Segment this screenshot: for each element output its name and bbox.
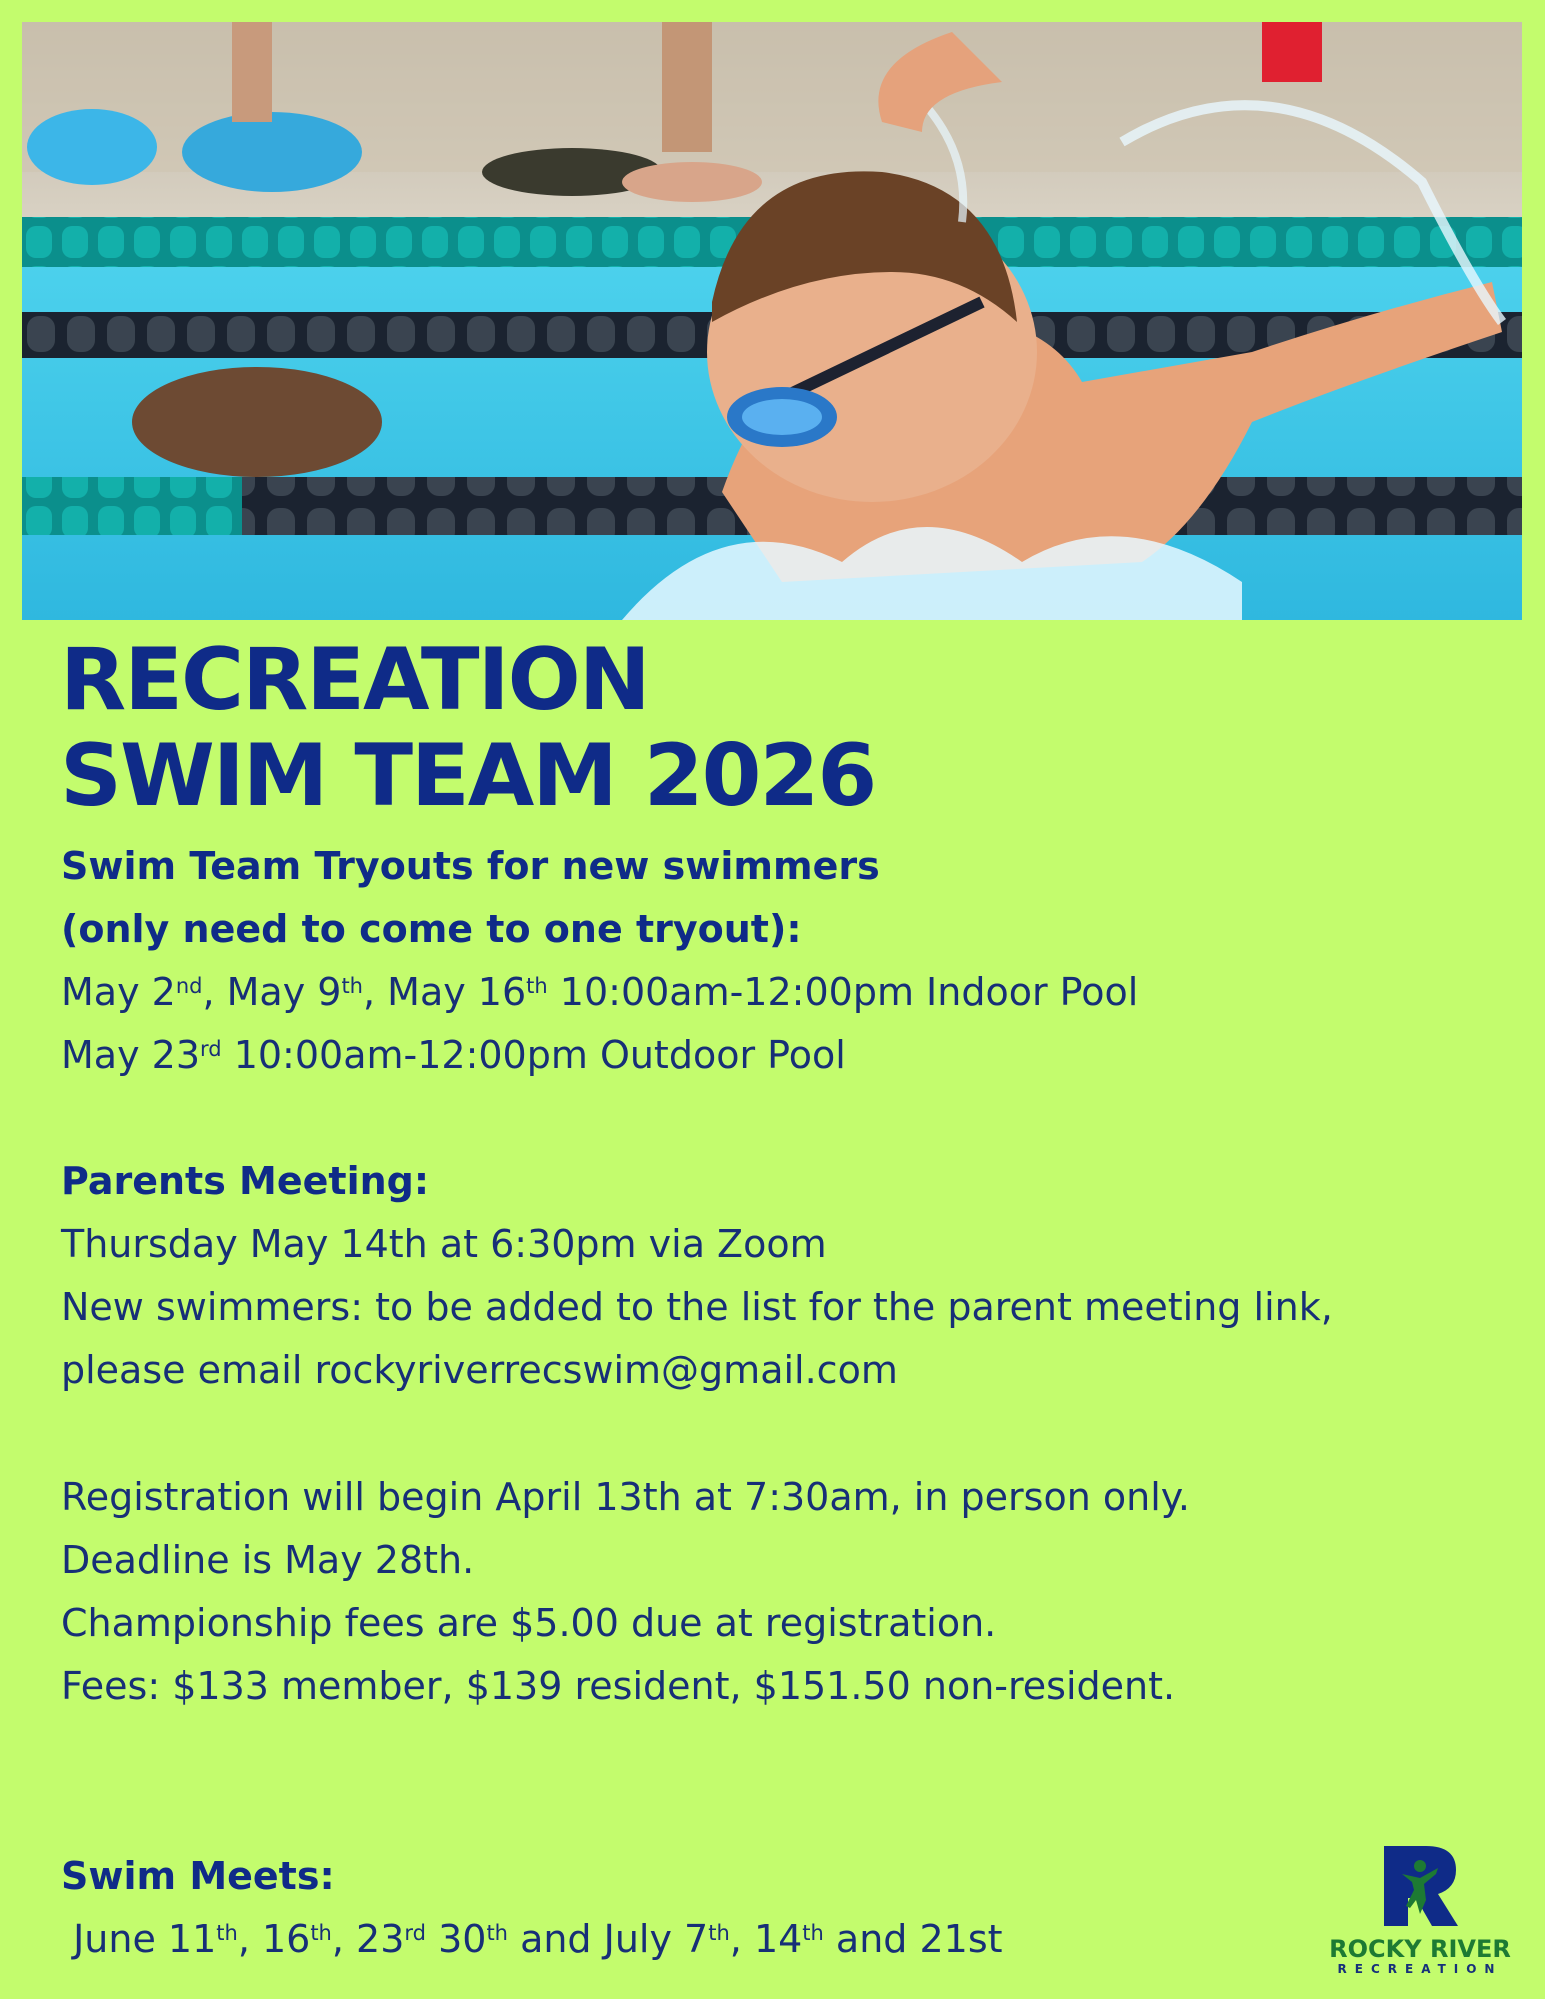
- text-span: May 23: [61, 1033, 200, 1077]
- parents-meeting-when: Thursday May 14th at 6:30pm via Zoom: [61, 1222, 827, 1266]
- page-title: [60, 632, 875, 824]
- text-span: , 23: [331, 1917, 405, 1961]
- tryouts-heading-1: Swim Team Tryouts for new swimmers: [61, 844, 880, 888]
- fees: Fees: $133 member, $139 resident, $151.50 non-resident.: [61, 1664, 1176, 1708]
- ordinal-suffix: rd: [200, 1037, 222, 1061]
- registration-deadline: Deadline is May 28th.: [61, 1538, 475, 1582]
- hero-photo-swimmer: [22, 22, 1522, 620]
- ordinal-suffix: th: [310, 1921, 332, 1945]
- text-span: , 16: [237, 1917, 311, 1961]
- ordinal-suffix: th: [216, 1921, 238, 1945]
- text-span: , 14: [729, 1917, 803, 1961]
- registration-start: Registration will begin April 13th at 7:30am, in person only.: [61, 1475, 1190, 1519]
- swim-meets-dates: [61, 1908, 1003, 1971]
- ordinal-suffix: rd: [404, 1921, 426, 1945]
- swim-meets-heading: Swim Meets:: [61, 1854, 335, 1898]
- text-span: and July 7: [507, 1917, 709, 1961]
- text-span: May 2: [61, 970, 176, 1014]
- title-line-1: RECREATION: [60, 630, 649, 730]
- championship-fees: Championship fees are $5.00 due at registration.: [61, 1601, 997, 1645]
- text-span: , May 16: [363, 970, 527, 1014]
- ordinal-suffix: th: [341, 974, 363, 998]
- rocky-river-recreation-logo: [1324, 1840, 1516, 1980]
- ordinal-suffix: th: [526, 974, 548, 998]
- ordinal-suffix: nd: [175, 974, 203, 998]
- logo-subtitle: RECREATION: [1337, 1962, 1503, 1976]
- tryouts-heading-2: (only need to come to one tryout):: [61, 907, 802, 951]
- text-span: 10:00am-12:00pm Outdoor Pool: [221, 1033, 846, 1077]
- ordinal-suffix: th: [486, 1921, 508, 1945]
- tryouts-dates-outdoor: [61, 1024, 846, 1087]
- tryouts-dates-indoor: [61, 961, 1138, 1024]
- ordinal-suffix: th: [802, 1921, 824, 1945]
- ordinal-suffix: th: [708, 1921, 730, 1945]
- parents-meeting-heading: Parents Meeting:: [61, 1159, 430, 1203]
- text-span: 10:00am-12:00pm Indoor Pool: [547, 970, 1139, 1014]
- text-span: and 21st: [823, 1917, 1003, 1961]
- r-figure-icon: [1380, 1844, 1460, 1928]
- text-span: , May 9: [202, 970, 342, 1014]
- logo-name: ROCKY RIVER: [1329, 1935, 1511, 1963]
- title-line-2: SWIM TEAM 2026: [60, 726, 876, 826]
- parents-meeting-email: please email rockyriverrecswim@gmail.com: [61, 1348, 898, 1392]
- text-span: 30: [426, 1917, 487, 1961]
- parents-meeting-note: New swimmers: to be added to the list for the parent meeting link,: [61, 1285, 1333, 1329]
- text-span: June 11: [61, 1917, 217, 1961]
